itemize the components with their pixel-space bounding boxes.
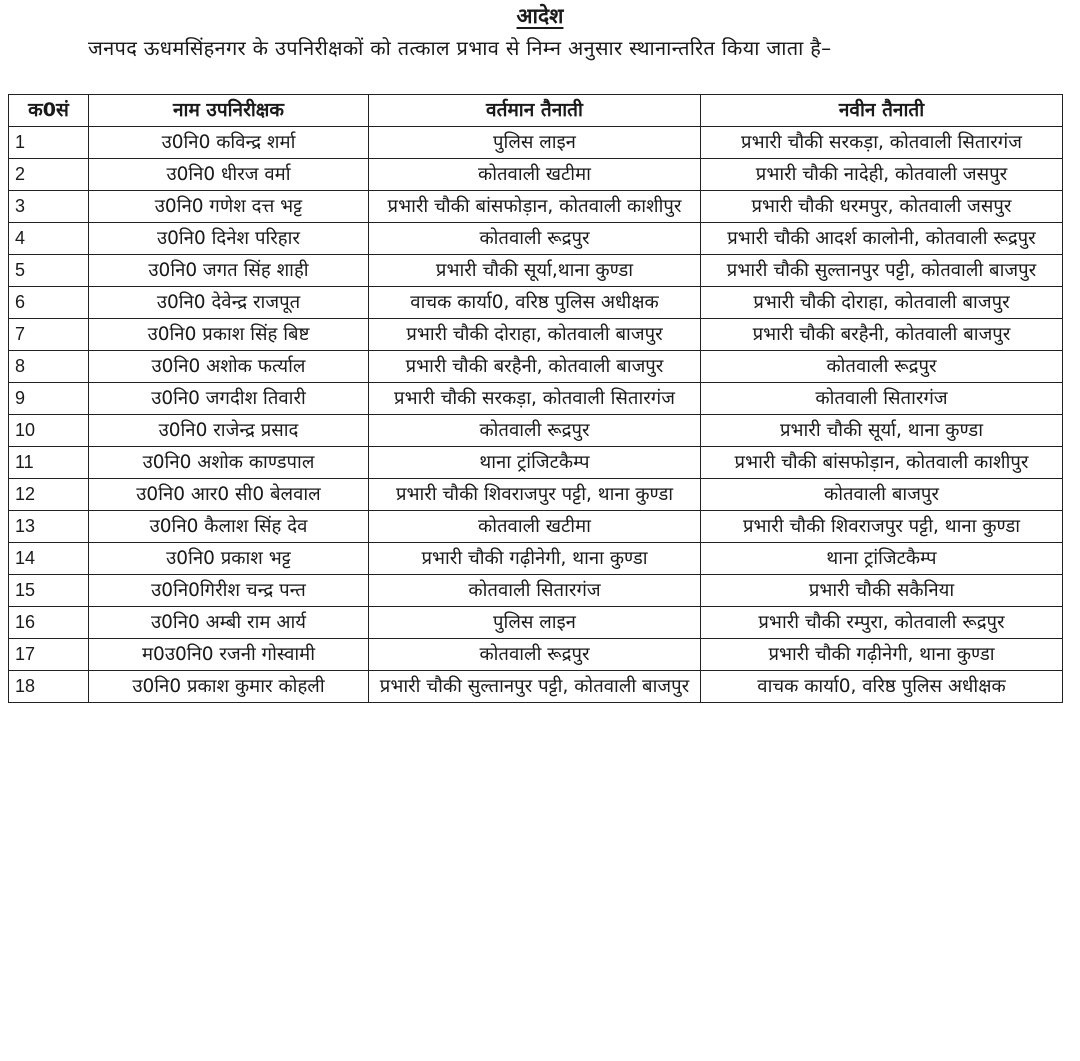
table-row (9, 671, 1063, 703)
name-cell: उ0नि0 कैलाश सिंह देव (89, 511, 369, 543)
serial-cell: 12 (9, 479, 89, 511)
current-posting-cell: प्रभारी चौकी दोराहा, कोतवाली बाजपुर (369, 319, 701, 351)
current-posting-cell: कोतवाली रूद्रपुर (369, 223, 701, 255)
table-row (9, 191, 1063, 223)
new-posting-cell: कोतवाली बाजपुर (701, 479, 1063, 511)
current-posting-cell: प्रभारी चौकी गढ़ीनेगी, थाना कुण्डा (369, 543, 701, 575)
table-row (9, 383, 1063, 415)
table-row (9, 223, 1063, 255)
new-posting-cell: प्रभारी चौकी दोराहा, कोतवाली बाजपुर (701, 287, 1063, 319)
name-cell: उ0नि0गिरीश चन्द्र पन्त (89, 575, 369, 607)
current-posting-cell: कोतवाली खटीमा (369, 159, 701, 191)
name-cell: उ0नि0 कविन्द्र शर्मा (89, 127, 369, 159)
current-posting-cell: पुलिस लाइन (369, 607, 701, 639)
name-cell: म0उ0नि0 रजनी गोस्वामी (89, 639, 369, 671)
header-serial: क0सं (9, 95, 89, 127)
name-cell: उ0नि0 अशोक फर्त्याल (89, 351, 369, 383)
new-posting-cell: प्रभारी चौकी धरमपुर, कोतवाली जसपुर (701, 191, 1063, 223)
current-posting-cell: प्रभारी चौकी सूर्या,थाना कुण्डा (369, 255, 701, 287)
new-posting-cell: वाचक कार्या0, वरिष्ठ पुलिस अधीक्षक (701, 671, 1063, 703)
current-posting-cell: कोतवाली रूद्रपुर (369, 415, 701, 447)
serial-cell: 13 (9, 511, 89, 543)
current-posting-cell: वाचक कार्या0, वरिष्ठ पुलिस अधीक्षक (369, 287, 701, 319)
name-cell: उ0नि0 अशोक काण्डपाल (89, 447, 369, 479)
table-row (9, 447, 1063, 479)
table-row (9, 415, 1063, 447)
table-row (9, 543, 1063, 575)
table-row (9, 351, 1063, 383)
header-name: नाम उपनिरीक्षक (89, 95, 369, 127)
serial-cell: 14 (9, 543, 89, 575)
serial-cell: 6 (9, 287, 89, 319)
new-posting-cell: प्रभारी चौकी सूर्या, थाना कुण्डा (701, 415, 1063, 447)
new-posting-cell: कोतवाली रूद्रपुर (701, 351, 1063, 383)
new-posting-cell: प्रभारी चौकी नादेही, कोतवाली जसपुर (701, 159, 1063, 191)
serial-cell: 9 (9, 383, 89, 415)
name-cell: उ0नि0 प्रकाश भट्ट (89, 543, 369, 575)
current-posting-cell: थाना ट्रांजिटकैम्प (369, 447, 701, 479)
name-cell: उ0नि0 जगत सिंह शाही (89, 255, 369, 287)
current-posting-cell: कोतवाली खटीमा (369, 511, 701, 543)
table-row (9, 639, 1063, 671)
new-posting-cell: प्रभारी चौकी शिवराजपुर पट्टी, थाना कुण्डा (701, 511, 1063, 543)
serial-cell: 7 (9, 319, 89, 351)
name-cell: उ0नि0 अम्बी राम आर्य (89, 607, 369, 639)
current-posting-cell: प्रभारी चौकी बरहैनी, कोतवाली बाजपुर (369, 351, 701, 383)
table-row (9, 575, 1063, 607)
new-posting-cell: प्रभारी चौकी सरकड़ा, कोतवाली सितारगंज (701, 127, 1063, 159)
table-row (9, 287, 1063, 319)
name-cell: उ0नि0 जगदीश तिवारी (89, 383, 369, 415)
table-row (9, 159, 1063, 191)
serial-cell: 1 (9, 127, 89, 159)
name-cell: उ0नि0 गणेश दत्त भट्ट (89, 191, 369, 223)
current-posting-cell: प्रभारी चौकी सुल्तानपुर पट्टी, कोतवाली बाजपुर (369, 671, 701, 703)
current-posting-cell: पुलिस लाइन (369, 127, 701, 159)
new-posting-cell: थाना ट्रांजिटकैम्प (701, 543, 1063, 575)
header-current-posting: वर्तमान तैनाती (369, 95, 701, 127)
serial-cell: 2 (9, 159, 89, 191)
table-row (9, 511, 1063, 543)
serial-cell: 8 (9, 351, 89, 383)
current-posting-cell: प्रभारी चौकी शिवराजपुर पट्टी, थाना कुण्डा (369, 479, 701, 511)
table-row (9, 127, 1063, 159)
serial-cell: 18 (9, 671, 89, 703)
new-posting-cell: प्रभारी चौकी बांसफोड़ान, कोतवाली काशीपुर (701, 447, 1063, 479)
current-posting-cell: कोतवाली सितारगंज (369, 575, 701, 607)
header-new-posting: नवीन तैनाती (701, 95, 1063, 127)
transfer-table (8, 94, 1063, 703)
table-row (9, 479, 1063, 511)
table-row (9, 255, 1063, 287)
serial-cell: 3 (9, 191, 89, 223)
current-posting-cell: कोतवाली रूद्रपुर (369, 639, 701, 671)
name-cell: उ0नि0 देवेन्द्र राजपूत (89, 287, 369, 319)
new-posting-cell: प्रभारी चौकी आदर्श कालोनी, कोतवाली रूद्रपुर (701, 223, 1063, 255)
serial-cell: 16 (9, 607, 89, 639)
serial-cell: 15 (9, 575, 89, 607)
new-posting-cell: प्रभारी चौकी सुल्तानपुर पट्टी, कोतवाली बाजपुर (701, 255, 1063, 287)
new-posting-cell: प्रभारी चौकी रम्पुरा, कोतवाली रूद्रपुर (701, 607, 1063, 639)
serial-cell: 17 (9, 639, 89, 671)
name-cell: उ0नि0 राजेन्द्र प्रसाद (89, 415, 369, 447)
order-title: आदेश (516, 4, 564, 28)
serial-cell: 10 (9, 415, 89, 447)
serial-cell: 5 (9, 255, 89, 287)
current-posting-cell: प्रभारी चौकी बांसफोड़ान, कोतवाली काशीपुर (369, 191, 701, 223)
new-posting-cell: कोतवाली सितारगंज (701, 383, 1063, 415)
name-cell: उ0नि0 आर0 सी0 बेलवाल (89, 479, 369, 511)
name-cell: उ0नि0 प्रकाश सिंह बिष्ट (89, 319, 369, 351)
new-posting-cell: प्रभारी चौकी सकैनिया (701, 575, 1063, 607)
serial-cell: 11 (9, 447, 89, 479)
name-cell: उ0नि0 दिनेश परिहार (89, 223, 369, 255)
table-header-row (9, 95, 1063, 127)
order-intro: जनपद ऊधमसिंहनगर के उपनिरीक्षकों को तत्काल प्रभाव से निम्न अनुसार स्थानान्तरित किया जाता है– (88, 36, 832, 60)
new-posting-cell: प्रभारी चौकी बरहैनी, कोतवाली बाजपुर (701, 319, 1063, 351)
name-cell: उ0नि0 प्रकाश कुमार कोहली (89, 671, 369, 703)
name-cell: उ0नि0 धीरज वर्मा (89, 159, 369, 191)
current-posting-cell: प्रभारी चौकी सरकड़ा, कोतवाली सितारगंज (369, 383, 701, 415)
table-row (9, 607, 1063, 639)
table-row (9, 319, 1063, 351)
serial-cell: 4 (9, 223, 89, 255)
new-posting-cell: प्रभारी चौकी गढ़ीनेगी, थाना कुण्डा (701, 639, 1063, 671)
